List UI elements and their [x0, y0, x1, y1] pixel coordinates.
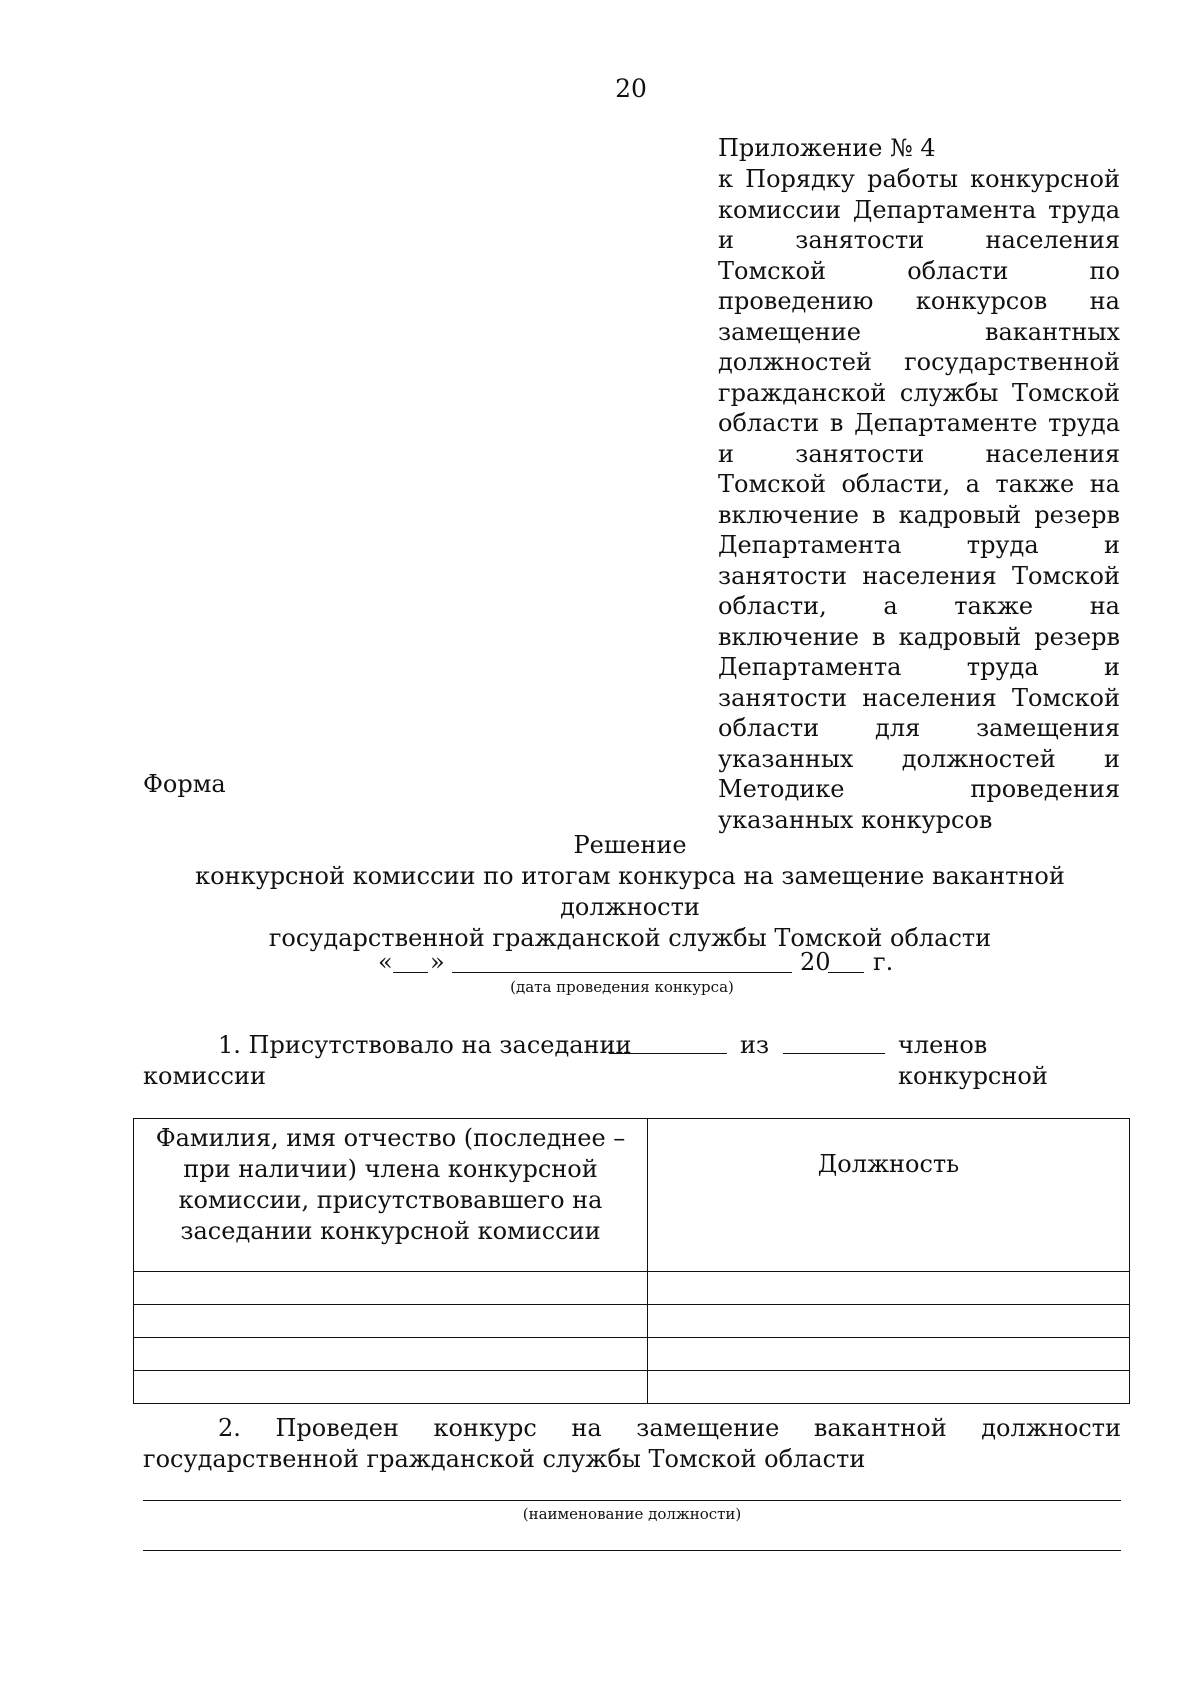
- member-name-cell[interactable]: [134, 1371, 648, 1404]
- decision-title: Решение: [573, 831, 687, 859]
- decision-heading: [130, 830, 1130, 954]
- members-table: [133, 1118, 1130, 1404]
- day-blank[interactable]: [393, 972, 428, 973]
- position-name-blank-1[interactable]: [143, 1500, 1121, 1501]
- position-name-blank-2[interactable]: [143, 1550, 1121, 1551]
- year-suffix: г.: [873, 948, 894, 976]
- header-position: Должность: [648, 1119, 1130, 1272]
- paragraph-2: [143, 1413, 1121, 1475]
- table-row: [134, 1371, 1130, 1404]
- position-name-caption: (наименование должности): [522, 1505, 742, 1523]
- paragraph-1-text-a: 1. Присутствовало на заседании: [218, 1031, 632, 1059]
- paragraph-1: [143, 1030, 1121, 1092]
- total-members-blank[interactable]: [783, 1053, 885, 1054]
- header-member-name: [134, 1119, 648, 1272]
- member-name-cell[interactable]: [134, 1305, 648, 1338]
- present-count-blank[interactable]: [609, 1053, 727, 1054]
- members-table-header: [134, 1119, 1130, 1272]
- member-position-cell[interactable]: [648, 1371, 1130, 1404]
- paragraph-1-text-d: комиссии: [143, 1062, 266, 1090]
- paragraph-1-text-c: членов конкурсной: [898, 1031, 1048, 1090]
- member-position-cell[interactable]: [648, 1338, 1130, 1371]
- member-name-cell[interactable]: [134, 1338, 648, 1371]
- year-blank[interactable]: [828, 972, 864, 973]
- form-label: Форма: [143, 770, 226, 798]
- date-open-quote: «: [378, 948, 393, 976]
- table-row: [134, 1338, 1130, 1371]
- decision-subtitle-line1: конкурсной комиссии по итогам конкурса на замещение вакантной должности: [195, 862, 1065, 921]
- member-position-cell[interactable]: [648, 1305, 1130, 1338]
- appendix-block: [718, 132, 1120, 835]
- date-close-quote: »: [430, 948, 445, 976]
- appendix-body: к Порядку работы конкурсной комиссии Департамента труда и занятости населения Томской области по проведению конкурсов на замещение вакантных должностей государственной гражданской службы Томской области в Департаменте труда и занятости населения Томской области, а также на включение в кадровый резерв Департамента труда и занятости населения Томской области, а также на включение в кадровый резерв Департамента труда и занятости населения Томской области для замещения указанных должностей и Методике проведения указанных конкурсов: [718, 165, 1120, 834]
- appendix-title: Приложение № 4: [718, 134, 936, 162]
- paragraph-2-text: 2. Проведен конкурс на замещение вакантной должности государственной гражданской службы Томской области: [143, 1414, 1121, 1473]
- header-member-name-text: Фамилия, имя отчество (последнее – при наличии) члена конкурсной комиссии, присутствовавшего на заседании конкурсной комиссии: [155, 1124, 626, 1245]
- page-number: 20: [615, 74, 647, 103]
- date-caption: (дата проведения конкурса): [510, 978, 734, 996]
- month-blank[interactable]: [452, 972, 792, 973]
- paragraph-1-text-b: из: [740, 1031, 770, 1059]
- member-name-cell[interactable]: [134, 1272, 648, 1305]
- decision-subtitle-line2: государственной гражданской службы Томской области: [268, 924, 992, 952]
- table-row: [134, 1305, 1130, 1338]
- date-field: [0, 948, 1200, 996]
- member-position-cell[interactable]: [648, 1272, 1130, 1305]
- year-prefix: 20: [800, 948, 831, 976]
- table-row: [134, 1272, 1130, 1305]
